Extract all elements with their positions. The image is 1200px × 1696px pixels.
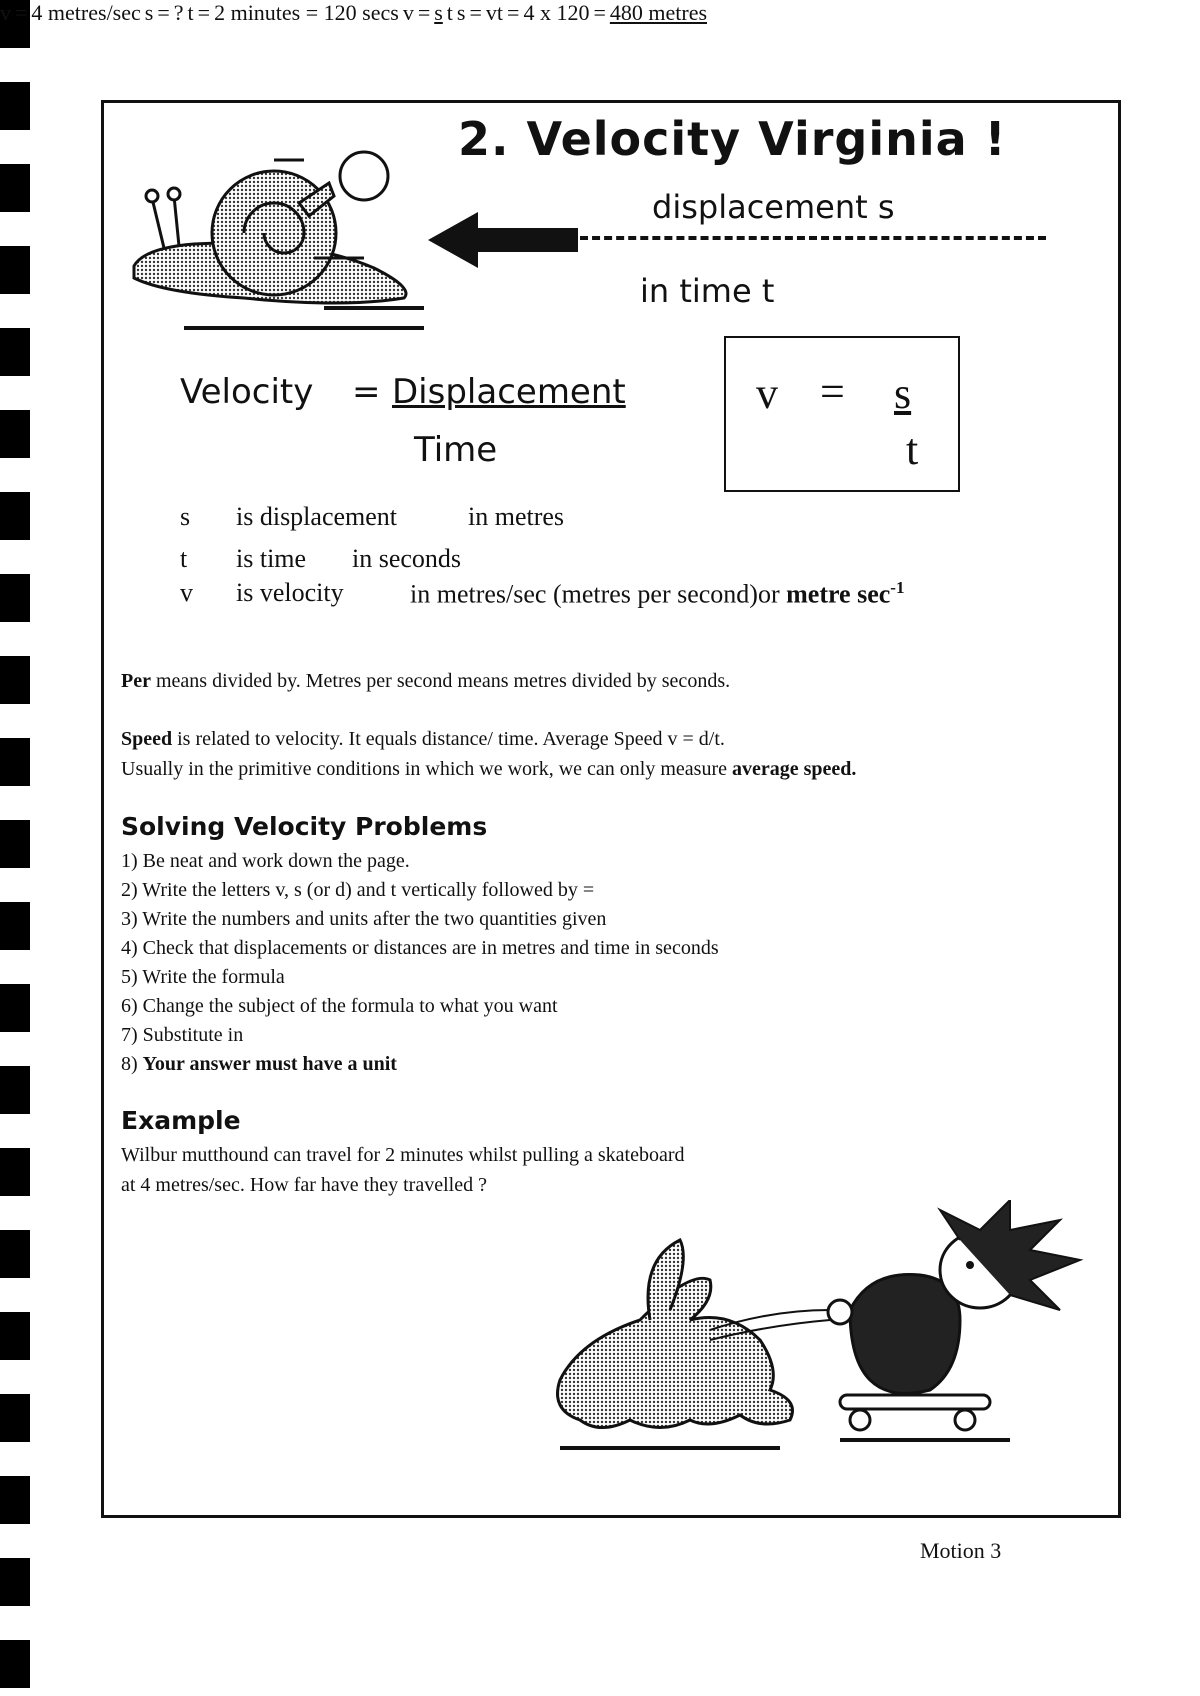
row-c: 4 x 120 — [523, 0, 590, 25]
speed-text-2: Usually in the primitive conditions in which we work, we can only measure — [121, 758, 732, 780]
example-line-2: at 4 metres/sec. How far have they travelled ? — [121, 1174, 487, 1196]
binding-hole — [0, 738, 30, 786]
binding-hole — [0, 82, 30, 130]
row-b: = — [197, 0, 211, 25]
row-a: t — [187, 0, 194, 25]
def-unit-text: in metres/sec (metres per second)or — [410, 579, 780, 609]
speed-text: is related to velocity. It equals distance/ time. Average Speed v = d/t. — [172, 728, 725, 750]
def-desc: is displacement — [236, 502, 398, 531]
list-item: 2) Write the letters v, s (or d) and t vertically followed by = — [121, 879, 595, 901]
row-a: v — [0, 0, 11, 25]
binding-hole — [0, 1230, 30, 1278]
binding-hole — [0, 820, 30, 868]
binding-hole — [0, 246, 30, 294]
snail-icon — [124, 148, 424, 338]
row-b: = — [157, 0, 170, 25]
formula-displacement: Displacement — [392, 372, 626, 412]
skateboarder-icon — [540, 1200, 1100, 1480]
formula-box — [724, 336, 960, 492]
row-c: s — [434, 0, 443, 25]
speed-note-2 — [121, 758, 856, 781]
per-text: means divided by. Metres per second means metres divided by seconds. — [150, 670, 731, 692]
list-item: 7) Substitute in — [121, 1024, 244, 1046]
step8-bold: Your answer must have a unit — [142, 1053, 397, 1075]
time-label: in time t — [640, 272, 775, 310]
binding-hole — [0, 1640, 30, 1688]
row-a: s — [456, 0, 466, 25]
displacement-label: displacement s — [652, 188, 895, 226]
rabbit-icon — [558, 1240, 793, 1428]
row-a: s — [144, 0, 154, 25]
row-c: t — [446, 0, 453, 25]
binding-hole — [0, 328, 30, 376]
arrow-left-icon — [428, 212, 588, 268]
formula-velocity: Velocity — [180, 372, 314, 412]
def-unit: in seconds — [352, 544, 462, 573]
binding-hole — [0, 1148, 30, 1196]
step8-num: 8) — [121, 1053, 138, 1075]
row-a: v — [402, 0, 414, 25]
row-c: 4 metres/sec — [31, 0, 141, 25]
speed-bold-2: average speed. — [731, 758, 857, 780]
def-desc: is velocity — [236, 578, 344, 607]
page-title: 2. Velocity Virginia ! — [458, 112, 1007, 166]
list-item: 6) Change the subject of the formula to what you want — [121, 995, 558, 1017]
def-unit — [410, 578, 904, 610]
binding-hole — [0, 410, 30, 458]
binding-hole — [0, 492, 30, 540]
binding-hole — [0, 984, 30, 1032]
formula-equals: = — [352, 372, 381, 412]
binding-hole — [0, 1312, 30, 1360]
def-unit-bold: metre sec — [786, 579, 891, 609]
list-item: 1) Be neat and work down the page. — [121, 850, 410, 872]
row-b: = — [507, 0, 520, 25]
formula-box-equals: = — [820, 367, 845, 416]
row-b: = — [15, 0, 28, 25]
speed-note-1 — [121, 728, 725, 751]
row-b: = — [469, 0, 482, 25]
binding-hole — [0, 574, 30, 622]
formula-t: t — [906, 425, 919, 474]
example-heading: Example — [121, 1106, 241, 1135]
per-bold: Per — [121, 670, 151, 692]
binding-hole — [0, 164, 30, 212]
row-b: = — [417, 0, 431, 25]
row-b: = — [593, 0, 606, 25]
def-symbol: t — [180, 544, 188, 573]
example-line-1: Wilbur mutthound can travel for 2 minutes whilst pulling a skateboard — [121, 1144, 685, 1166]
def-symbol: v — [180, 578, 193, 607]
page-footer: Motion 3 — [920, 1538, 1002, 1563]
formula-s: s — [894, 369, 912, 418]
list-item: 5) Write the formula — [121, 966, 285, 988]
binding-hole — [0, 1066, 30, 1114]
def-symbol: s — [180, 502, 191, 531]
example-working — [0, 0, 707, 26]
row-c: ? — [173, 0, 184, 25]
def-unit-sup: -1 — [890, 578, 905, 597]
def-unit: in metres — [468, 502, 565, 531]
binding-hole — [0, 902, 30, 950]
def-desc: is time — [236, 544, 307, 573]
solving-heading: Solving Velocity Problems — [121, 812, 488, 841]
formula-v: v — [756, 369, 778, 418]
row-c: 2 minutes = 120 secs — [214, 0, 399, 25]
per-note — [121, 670, 730, 693]
list-item — [121, 1053, 397, 1076]
row-c: vt — [485, 0, 504, 25]
binding-hole — [0, 656, 30, 704]
binding-hole — [0, 1394, 30, 1442]
row-c: 480 metres — [609, 0, 708, 25]
displacement-dashed-line — [580, 236, 1046, 240]
spiral-binding — [0, 0, 40, 1696]
binding-hole — [0, 1476, 30, 1524]
formula-time: Time — [414, 430, 498, 470]
list-item: 4) Check that displacements or distances are in metres and time in seconds — [121, 937, 719, 959]
speed-bold: Speed — [121, 728, 173, 750]
binding-hole — [0, 1558, 30, 1606]
list-item: 3) Write the numbers and units after the two quantities given — [121, 908, 607, 930]
